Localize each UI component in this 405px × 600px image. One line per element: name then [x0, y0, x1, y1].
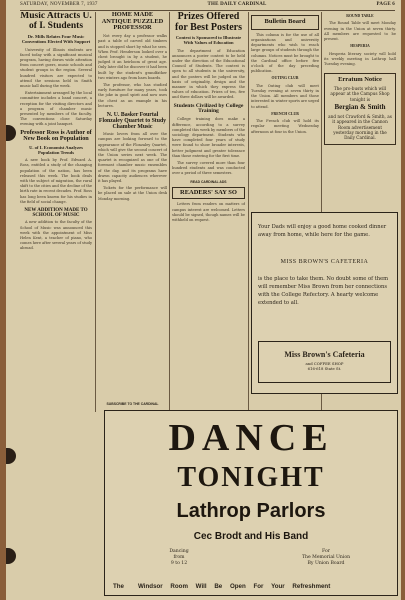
headline-civilized: Students Civilized by College Training: [173, 102, 244, 115]
binder-hole: [6, 125, 16, 141]
erratum-text: and not Crawford & Smith, as it appeared in the Cannon Room advertisement yesterday morning in the Daily Cardinal.: [328, 113, 392, 141]
newspaper-page: [6, 0, 401, 600]
bulletin-item: [251, 84, 319, 110]
article-quartet: [98, 132, 167, 202]
dance-memorial-for: For: [322, 549, 330, 554]
column-1: [20, 12, 92, 600]
article-paragraph: The professor, who has studied early furniture for many years, took the joke in good spirit and now uses the chest as an example in his lectures.: [98, 82, 167, 108]
bulletin-item-title: FRENCH CLUB: [271, 111, 299, 116]
article-paragraph: Not every day a professor walks past a table of carved old timbers and is stopped short by what he sees. When Prof. Henderson looked over a chest brought in by a student, he judged it an heirloom of great age. Only later did he discover it had been built by the student's grandfather two winters ago from barn boards.: [98, 34, 167, 80]
bulletin-paragraph: The Round Table will meet Monday evening in the Union at seven thirty. All members are requested to be present.: [324, 21, 396, 41]
read-ads-filler: READ CARDINAL ADS: [190, 179, 227, 184]
dance-footer: [113, 583, 389, 590]
column-5: [324, 12, 396, 212]
article-paragraph: Music lovers from all over the campus are looking forward to the appearance of the Flonzaley Quartet, which will give the second concert of the Union series next week. The quartet is recognized as one of the foremost chamber music ensembles of the day, and its programs have drawn capacity audiences wherever it has played.: [98, 132, 167, 184]
page-header: [20, 2, 395, 11]
column-rule: [248, 12, 249, 412]
dance-footer-windsor: Windsor Room Will Be Open For Your Refreshment: [138, 583, 331, 590]
binder-hole: [6, 448, 16, 464]
article-readers: [172, 202, 245, 223]
readers-say-so-box: [172, 187, 245, 200]
erratum-box: [324, 73, 396, 145]
subhead-population: U. of I. Economist Analyzes Population Trends: [29, 144, 83, 155]
dance-footer-the: The: [113, 583, 125, 590]
subscribe-filler: SUBSCRIBE TO THE CARDINAL: [106, 402, 159, 406]
bulletin-board-box: [251, 15, 319, 30]
headline-music-school: NEW ADDITION MADE TO SCHOOL OF MUSIC: [24, 207, 88, 219]
cafeteria-ad-title: MISS BROWN'S CAFETERIA: [280, 259, 369, 265]
headline-posters: Prizes Offered for Best Posters: [174, 12, 243, 33]
article-paragraph: University of Illinois students are faced today with a significant musical program, having drawn wide attention from concert goers, music schools and student groups in the region. Several hundred visitors are expected to attend the sessions held in Smith music hall during the week.: [20, 47, 92, 88]
article-antique: [98, 34, 167, 109]
bulletin-item-title: ROUND TABLE: [346, 14, 374, 18]
header-date: SATURDAY, NOVEMBER 7, 1937: [20, 2, 98, 7]
article-civilized: [172, 117, 245, 176]
column-rule: [95, 12, 96, 412]
cafeteria-ad-body: is the place to take them. No doubt some of them will remember Miss Brown from her connections with the College Refectory. A hearty welcome extended to all.: [258, 276, 389, 307]
column-2: [98, 12, 167, 400]
bulletin-paragraph: The Outing club will meet Tuesday evening at seven thirty in the Union. All members and those interested in winter sports are urged to attend.: [251, 83, 319, 109]
bulletin-board-title: Bulletin Board: [264, 18, 306, 25]
dance-hours-time: 9 to 12: [170, 560, 188, 566]
cafeteria-subtitle: and COFFEE SHOP: [305, 361, 344, 366]
article-paragraph: A new book by Prof. Edward A. Ross, entitled a study of the changing population of the nation, has been released this week. The book deals with the subject of migration, the rural shift to the cities and the decline of the birth rate in recent decades. Prof. Ross has long been known for his studies in the field of social change.: [20, 158, 92, 204]
bulletin-paragraph: The French club will hold its regular meeting Wednesday afternoon at four in the Union.: [251, 119, 319, 134]
bulletin-item-title: OUTING CLUB: [271, 76, 299, 81]
dance-hours: [149, 549, 209, 567]
article-paragraph: Entertainment arranged by the local committee includes a band concert, a reception for the visiting directors and a program of chamber music presented by members of the faculty. The conventions close Saturday evening with a joint banquet.: [20, 91, 92, 127]
binder-hole: [6, 548, 16, 564]
dance-memorial-union: The Memorial Union: [301, 554, 351, 560]
dance-title: DANCE: [168, 417, 334, 459]
bulletin-paragraph: Hesperia literary society will hold its weekly meeting in Lathrop hall Tuesday evening.: [324, 51, 396, 66]
dance-memorial: [281, 549, 371, 567]
dance-hours-from: from: [173, 554, 185, 560]
headline-music: Music Attracts U. of I. Students: [20, 12, 92, 31]
dance-tonight: TONIGHT: [177, 462, 325, 493]
article-paragraph: A new addition to the faculty of the School of Music was announced this week with the appointment of Miss Helen Kent, a teacher of piano, who comes here after several years of study abroad.: [20, 220, 92, 251]
headline-antique: HOME MADE ANTIQUE PUZZLED PROFESSOR: [101, 12, 164, 32]
cafeteria-ad: [251, 212, 398, 394]
bulletin-item-title: HESPERIA: [350, 44, 370, 49]
article-music-school: [20, 220, 92, 251]
header-page-number: PAGE 6: [376, 2, 395, 7]
dance-memorial-board: By Union Board: [307, 560, 345, 566]
dance-ad: [104, 410, 398, 596]
article-paragraph: The survey covered more than four hundred students and was conducted over a period of three semesters.: [172, 160, 245, 176]
header-masthead: THE DAILY CARDINAL: [207, 2, 267, 7]
bulletin-paragraph: This column is for the use of all organizations and university departments who wish to reach large groups of students through the columns. Notices must be brought to the Cardinal office before five o'clock of the day preceding publication.: [251, 32, 319, 74]
dance-venue: Lathrop Parlors: [176, 500, 326, 522]
bulletin-item: [251, 119, 319, 135]
erratum-text: The pro-busts which will appear at the Campus Shop tonight is: [330, 85, 390, 102]
article-paragraph: Tickets for the performance will be placed on sale at the Union desk Monday morning.: [98, 186, 167, 201]
dance-hours-label: Dancing: [169, 549, 189, 554]
bulletin-item: [324, 52, 396, 68]
bulletin-board-intro: [251, 33, 319, 75]
article-paragraph: College training does make a difference, according to a survey completed this week by members of the sociology department. Students who have completed four years of study were found to show broader interests, better judgment and greater tolerance than those entering for the first time.: [172, 117, 245, 158]
erratum-names: Bergian & Smith: [334, 103, 386, 112]
headline-quartet: N. U. Basker Fourtal Flonzaley Quartet to Study Chamber Music: [98, 112, 167, 131]
article-population: [20, 158, 92, 205]
cafeteria-address: 616-618 State St.: [307, 366, 342, 371]
readers-say-so-title: READERS' SAY SO: [180, 188, 237, 196]
column-3: [172, 12, 245, 402]
subhead-music: Dr. Mills Relates Four Music Conventions Elected With Support: [21, 33, 91, 45]
article-posters: [172, 49, 245, 101]
cafeteria-ad-signature: [258, 341, 391, 383]
erratum-title: Erratum Notice: [338, 76, 382, 84]
column-4: [251, 12, 319, 207]
article-music: [20, 48, 92, 128]
article-paragraph: Letters from readers on matters of campus interest are welcomed. Letters should be signed, though names will be withheld on request.: [172, 202, 245, 222]
subhead-posters: Contest is Sponsored to Illustrate With Values of Education: [175, 35, 242, 46]
bulletin-item: [324, 21, 396, 42]
cafeteria-ad-intro: Your Dads will enjoy a good home cooked dinner away from home, while here for the game.: [258, 224, 387, 239]
column-rule: [169, 12, 170, 412]
headline-population: Professor Ross is Author of New Book on Population: [20, 128, 92, 143]
article-paragraph: The department of Education announces a poster contest to be held under the direction of the Educational Council of Students. The contest is open to all students in the university, and the posters will be judged on the basis of originality, design and the manner in which they express the values of education. Prizes of ten, five and three dollars will be awarded.: [172, 48, 245, 100]
cafeteria-name: Miss Brown's Cafeteria: [284, 350, 365, 359]
dance-band: Cec Brodt and His Band: [193, 531, 309, 542]
